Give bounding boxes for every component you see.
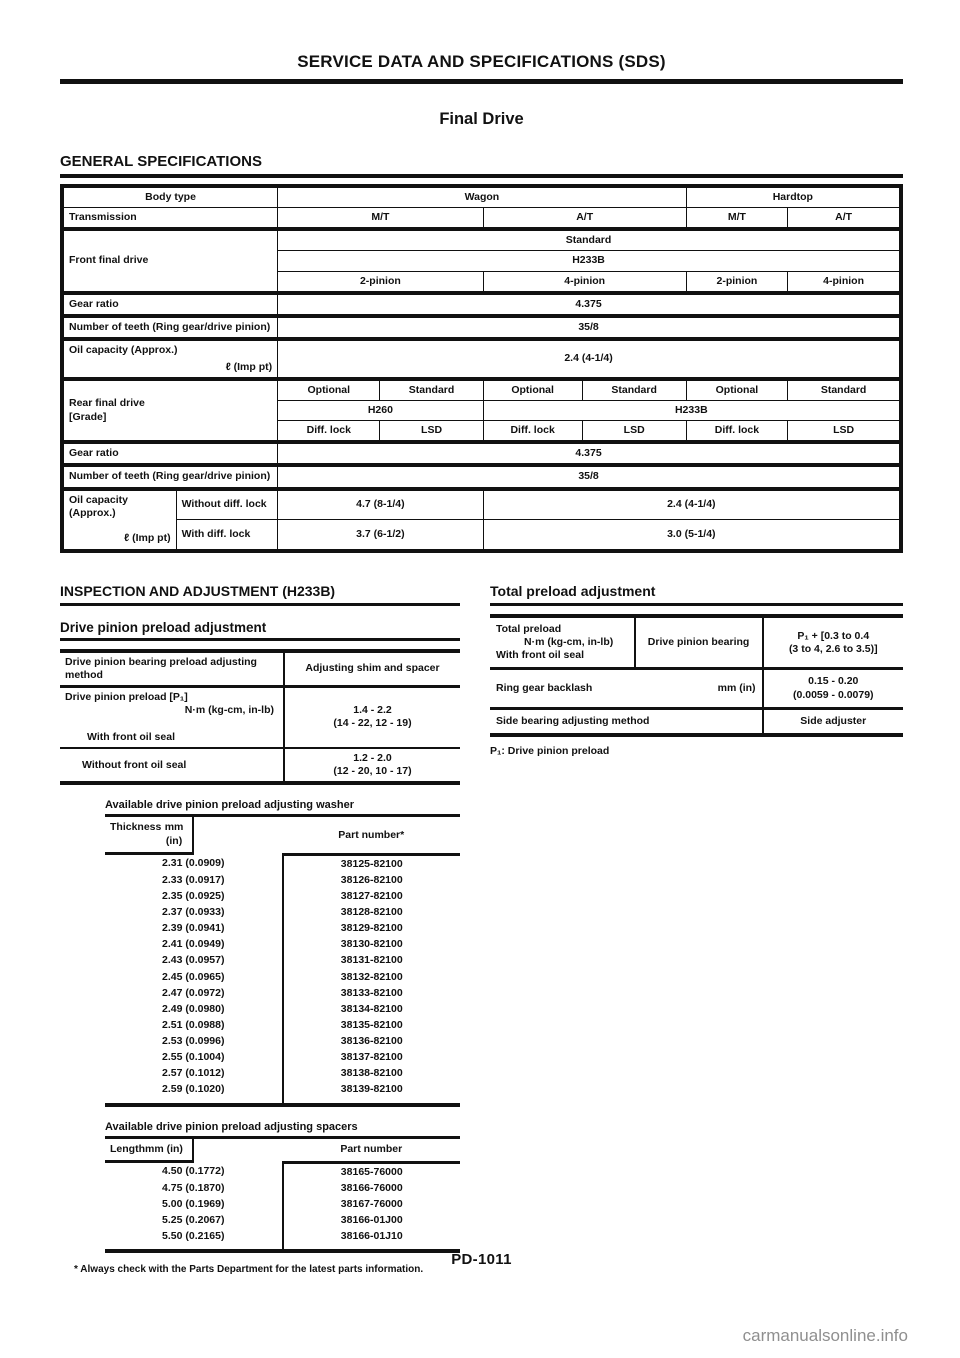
rear-model-h260: H260 — [278, 401, 484, 421]
rear-lock-3: Diff. lock — [483, 421, 582, 443]
spacer-unit-label: mm (in) — [145, 1142, 183, 1155]
side-bearing-method-value: Side adjuster — [763, 708, 903, 735]
washer-part-number-header: Part number* — [283, 816, 461, 855]
without-front-oil-seal-label: Without front oil seal — [60, 748, 284, 783]
washer-part-number: 38128-82100 — [340, 906, 403, 918]
row-preload-without-seal — [60, 748, 460, 783]
front-pinion-wagon-at: 4-pinion — [483, 271, 686, 293]
front-oil-unit: ℓ (Imp pt) — [225, 360, 273, 373]
washer-row — [105, 905, 460, 921]
front-teeth-value: 35/8 — [278, 316, 901, 339]
drive-pinion-preload-heading: Drive pinion preload adjustment — [60, 620, 267, 635]
rear-lock-1: Diff. lock — [278, 421, 380, 443]
washer-part-number: 38133-82100 — [340, 986, 403, 999]
rear-grade-2: Standard — [380, 379, 483, 401]
spacer-part-number: 38166-01J00 — [340, 1214, 403, 1226]
washer-row — [105, 969, 460, 985]
washer-row — [105, 1034, 460, 1050]
row-front-oil-capacity — [62, 339, 901, 379]
preload-method-label: Drive pinion bearing preload adjusting method — [60, 651, 284, 687]
spacer-row — [105, 1180, 460, 1196]
washer-row — [105, 1066, 460, 1082]
rear-lock-6: LSD — [788, 421, 901, 443]
row-rear-teeth — [62, 465, 901, 488]
transmission-wagon-at: A/T — [483, 208, 686, 230]
total-preload-heading: Total preload adjustment — [490, 582, 656, 599]
front-oil-label-cell — [62, 339, 278, 379]
left-column — [60, 583, 460, 1277]
page-number: PD-1011 — [451, 1251, 512, 1268]
washer-part-number: 38135-82100 — [340, 1018, 403, 1031]
washer-row — [105, 1082, 460, 1105]
washer-part-number: 38125-82100 — [340, 857, 403, 870]
spacer-part-number-header: Part number — [283, 1137, 461, 1163]
spacer-length: 5.50 (0.2165) — [105, 1229, 283, 1252]
rear-final-drive-label-cell — [62, 379, 278, 442]
transmission-label: Transmission — [62, 208, 278, 230]
rear-oil-without-h260: 4.7 (8-1/4) — [278, 489, 484, 520]
drive-pinion-preload-unit: N·m (kg-cm, in-lb) — [184, 703, 274, 716]
washer-row — [105, 921, 460, 937]
row-preload-with-seal — [60, 686, 460, 748]
front-gear-ratio-label: Gear ratio — [62, 293, 278, 316]
rear-lock-4: LSD — [582, 421, 686, 443]
rear-oil-with-label: With diff. lock — [176, 520, 278, 551]
front-final-drive-label: Front final drive — [62, 229, 278, 292]
total-preload-value-line2: (3 to 4, 2.6 to 3.5)] — [788, 642, 878, 655]
spacer-part-number: 38167-76000 — [340, 1197, 403, 1210]
washer-thickness: 2.45 (0.0965) — [105, 969, 283, 985]
spacer-header-row — [105, 1137, 460, 1163]
ring-gear-backlash-value-line2: (0.0059 - 0.0079) — [793, 688, 874, 701]
ring-gear-backlash-unit: mm (in) — [717, 681, 756, 694]
front-oil-value: 2.4 (4-1/4) — [278, 339, 901, 379]
drive-pinion-bearing-cell: Drive pinion bearing — [635, 616, 763, 669]
spacer-row — [105, 1213, 460, 1229]
general-specifications-table — [60, 184, 903, 553]
rear-teeth-value: 35/8 — [278, 465, 901, 488]
washer-thickness-label: Thickness — [110, 821, 162, 834]
washer-thickness: 2.59 (0.1020) — [105, 1082, 283, 1105]
preload-method-value: Adjusting shim and spacer — [284, 651, 460, 687]
rear-grade-5: Optional — [686, 379, 788, 401]
without-seal-value: 1.2 - 2.0 — [353, 752, 392, 765]
watermark: carmanualsonline.info — [742, 1326, 908, 1345]
washer-thickness: 2.39 (0.0941) — [105, 921, 283, 937]
rear-grade-1: Optional — [278, 379, 380, 401]
total-preload-footnote: P₁: Drive pinion preload — [490, 744, 610, 757]
row-front-gear-ratio — [62, 293, 901, 316]
rear-model-h233b: H233B — [483, 401, 901, 421]
front-teeth-label: Number of teeth (Ring gear/drive pinion) — [62, 316, 278, 339]
front-pinion-hardtop-at: 4-pinion — [788, 271, 901, 293]
page-title: Final Drive — [439, 110, 524, 128]
ring-gear-backlash-label: Ring gear backlash — [496, 681, 593, 694]
washer-part-number: 38132-82100 — [340, 970, 403, 983]
body-type-hardtop: Hardtop — [686, 186, 901, 208]
spacer-length-header — [105, 1139, 194, 1163]
row-rear-grades — [62, 379, 901, 401]
spacer-row — [105, 1163, 460, 1181]
washer-thickness: 2.37 (0.0933) — [105, 905, 283, 921]
total-preload-value-line1: P₁ + [0.3 to 0.4 — [797, 629, 870, 642]
washer-thickness: 2.53 (0.0996) — [105, 1034, 283, 1050]
preload-label-cell — [60, 686, 284, 748]
washer-thickness: 2.35 (0.0925) — [105, 888, 283, 904]
inspection-heading: INSPECTION AND ADJUSTMENT (H233B) — [60, 582, 336, 599]
spacer-length: 5.00 (0.1969) — [105, 1196, 283, 1212]
general-specifications-heading: GENERAL SPECIFICATIONS — [60, 153, 262, 170]
washer-row — [105, 1050, 460, 1066]
body-type-label: Body type — [62, 186, 278, 208]
washer-thickness: 2.57 (0.1012) — [105, 1066, 283, 1082]
rear-oil-with-h260: 3.7 (6-1/2) — [278, 520, 484, 551]
rear-grade-6: Standard — [788, 379, 901, 401]
washer-row — [105, 1017, 460, 1033]
spacer-row — [105, 1196, 460, 1212]
side-bearing-method-label: Side bearing adjusting method — [490, 708, 763, 735]
rear-oil-label: Oil capacity (Approx.) — [69, 493, 128, 519]
header-rule — [60, 79, 903, 84]
rear-final-drive-label: Rear final drive — [69, 397, 145, 410]
rear-final-drive-sublabel: [Grade] — [69, 410, 107, 423]
ring-gear-backlash-label-cell — [490, 669, 763, 708]
washer-part-number: 38137-82100 — [340, 1051, 403, 1064]
inspection-rule — [60, 603, 460, 607]
transmission-hardtop-mt: M/T — [686, 208, 788, 230]
washer-row — [105, 888, 460, 904]
rear-teeth-label: Number of teeth (Ring gear/drive pinion) — [62, 465, 278, 488]
drive-pinion-preload-rule — [60, 638, 460, 641]
washer-table-caption: Available drive pinion preload adjusting washer — [105, 799, 354, 812]
spacer-part-number: 38165-76000 — [340, 1165, 403, 1178]
washer-row — [105, 953, 460, 969]
spacer-part-number: 38166-01J10 — [340, 1230, 403, 1243]
row-side-bearing — [490, 708, 903, 735]
row-preload-header — [60, 651, 460, 687]
body-type-wagon: Wagon — [278, 186, 687, 208]
rear-grade-4: Standard — [582, 379, 686, 401]
general-specifications-rule — [60, 174, 903, 178]
total-preload-with-seal: With front oil seal — [496, 649, 584, 662]
washer-part-number: 38131-82100 — [340, 954, 403, 967]
front-final-drive-model: H233B — [278, 251, 901, 271]
total-preload-label-cell — [490, 616, 635, 669]
transmission-wagon-mt: M/T — [278, 208, 484, 230]
with-seal-paren: (14 - 22, 12 - 19) — [333, 717, 412, 730]
rear-oil-label-cell — [62, 489, 176, 551]
drive-pinion-preload-table — [60, 649, 460, 786]
washer-row — [105, 1001, 460, 1017]
washer-thickness: 2.47 (0.0972) — [105, 985, 283, 1001]
document-header: SERVICE DATA AND SPECIFICATIONS (SDS) — [297, 52, 666, 71]
washer-part-number: 38139-82100 — [340, 1083, 403, 1096]
ring-gear-backlash-value-cell — [763, 669, 903, 708]
drive-pinion-preload-label: Drive pinion preload [P₁] — [65, 690, 188, 703]
rear-grade-3: Optional — [483, 379, 582, 401]
spacer-length: 4.50 (0.1772) — [105, 1163, 283, 1181]
washer-row — [105, 937, 460, 953]
front-pinion-wagon-mt: 2-pinion — [278, 271, 484, 293]
washer-thickness: 2.51 (0.0988) — [105, 1017, 283, 1033]
rear-gear-ratio-value: 4.375 — [278, 442, 901, 465]
washer-thickness: 2.55 (0.1004) — [105, 1050, 283, 1066]
row-body-type — [62, 186, 901, 208]
washer-part-number: 38130-82100 — [340, 938, 403, 951]
washer-part-number: 38129-82100 — [340, 922, 403, 935]
spacer-part-number: 38166-76000 — [340, 1181, 403, 1194]
spacer-length: 4.75 (0.1870) — [105, 1180, 283, 1196]
front-pinion-hardtop-mt: 2-pinion — [686, 271, 788, 293]
total-preload-unit: N·m (kg-cm, in-lb) — [524, 636, 614, 649]
parts-footnote: * Always check with the Parts Department for the latest parts information. — [74, 1264, 424, 1276]
row-transmission — [62, 208, 901, 230]
spacer-length: 5.25 (0.2067) — [105, 1213, 283, 1229]
spacer-table-caption: Available drive pinion preload adjusting spacers — [105, 1120, 358, 1133]
rear-gear-ratio-label: Gear ratio — [62, 442, 278, 465]
washer-thickness: 2.49 (0.0980) — [105, 1001, 283, 1017]
without-seal-paren: (12 - 20, 10 - 17) — [333, 765, 412, 778]
washer-part-number: 38126-82100 — [340, 873, 403, 886]
rear-oil-with-h233b: 3.0 (5-1/4) — [483, 520, 901, 551]
with-seal-value: 1.4 - 2.2 — [353, 704, 392, 717]
with-front-oil-seal-label: With front oil seal — [87, 731, 175, 743]
washer-part-number: 38127-82100 — [340, 889, 403, 902]
washer-thickness: 2.41 (0.0949) — [105, 937, 283, 953]
washer-thickness: 2.43 (0.0957) — [105, 953, 283, 969]
washer-row — [105, 985, 460, 1001]
transmission-hardtop-at: A/T — [788, 208, 901, 230]
washer-table — [105, 814, 460, 1106]
rear-oil-without-label: Without diff. lock — [176, 489, 278, 520]
rear-lock-2: LSD — [380, 421, 483, 443]
washer-header-row — [105, 816, 460, 855]
washer-unit-label: mm (in) — [164, 821, 184, 847]
rear-oil-without-h233b: 2.4 (4-1/4) — [483, 489, 901, 520]
washer-row — [105, 872, 460, 888]
washer-part-number: 38134-82100 — [340, 1002, 403, 1015]
without-front-oil-seal-value-cell — [284, 748, 460, 783]
row-front-teeth — [62, 316, 901, 339]
front-final-drive-standard: Standard — [278, 229, 901, 251]
spacer-length-label: Length — [110, 1142, 145, 1155]
total-preload-table — [490, 614, 903, 737]
washer-part-number: 38136-82100 — [340, 1035, 403, 1047]
ring-gear-backlash-value-line1: 0.15 - 0.20 — [808, 675, 859, 688]
spacer-row — [105, 1229, 460, 1252]
rear-oil-unit: ℓ (Imp pt) — [124, 532, 171, 545]
total-preload-rule — [490, 603, 903, 607]
row-ring-gear-backlash — [490, 669, 903, 708]
row-front-final-drive-standard — [62, 229, 901, 251]
right-column — [490, 583, 903, 1277]
row-rear-oil-without — [62, 489, 901, 520]
spacer-rows — [105, 1163, 460, 1252]
page-content — [60, 52, 903, 1276]
washer-rows — [105, 855, 460, 1105]
washer-part-number: 38138-82100 — [340, 1067, 403, 1080]
row-rear-oil-with — [62, 520, 901, 551]
front-oil-label: Oil capacity (Approx.) — [69, 343, 178, 356]
row-rear-gear-ratio — [62, 442, 901, 465]
front-gear-ratio-value: 4.375 — [278, 293, 901, 316]
washer-thickness-header — [105, 817, 194, 854]
rear-lock-5: Diff. lock — [686, 421, 788, 443]
row-total-preload — [490, 616, 903, 669]
total-preload-value-cell — [763, 616, 903, 669]
washer-thickness: 2.33 (0.0917) — [105, 872, 283, 888]
total-preload-label: Total preload — [496, 623, 562, 635]
washer-thickness: 2.31 (0.0909) — [105, 855, 283, 873]
with-front-oil-seal-value-cell — [284, 686, 460, 748]
washer-row — [105, 855, 460, 873]
spacer-table — [105, 1136, 460, 1254]
